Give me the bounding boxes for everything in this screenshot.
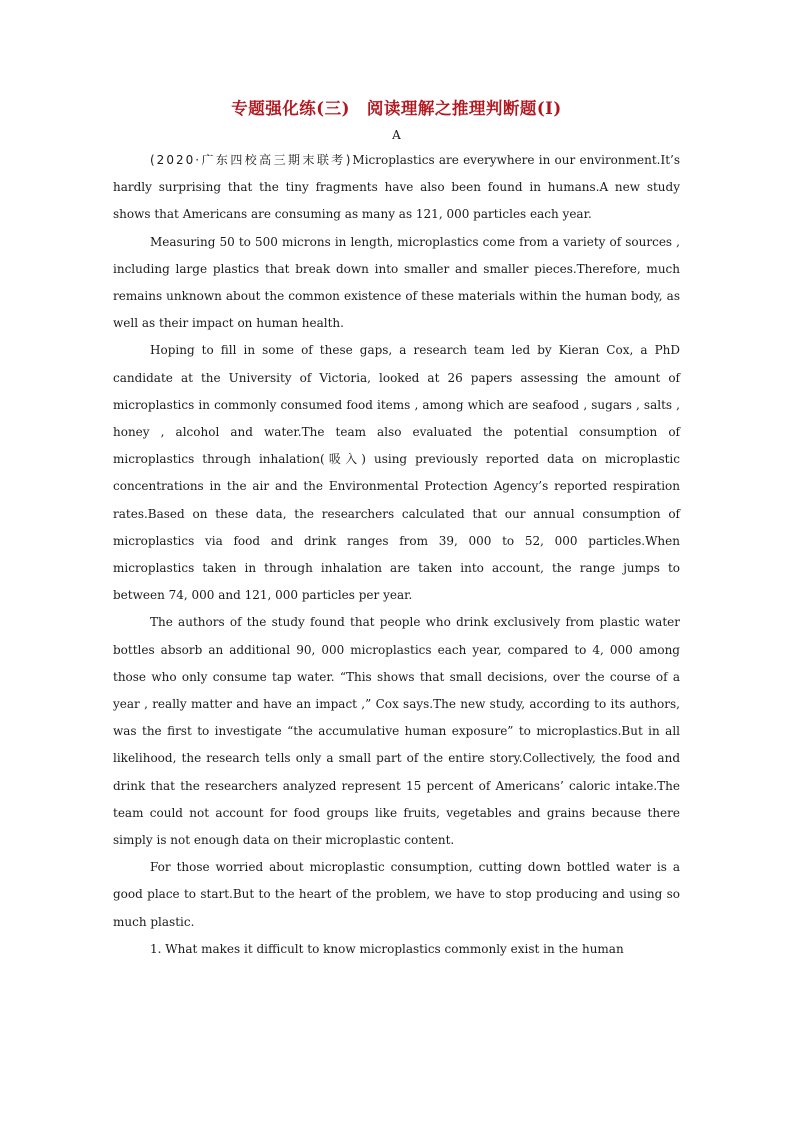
passage-paragraph-1 — [113, 147, 680, 229]
section-label: A — [392, 128, 401, 142]
passage-paragraph-2: Measuring 50 to 500 microns in length, microplastics come from a variety of sources , including large plastics that break down into smaller and smaller pieces.Therefore, much remains unknown about the common existence of these materials within the human body, as well as their impact on human health. — [113, 234, 680, 331]
page-title: 专题强化练(三) 阅读理解之推理判断题(Ⅰ) — [231, 99, 562, 118]
question-1: 1. What makes it difficult to know microplastics commonly exist in the human — [150, 941, 624, 956]
paragraph-text: Microplastics are everywhere in our environment.It’s hardly surprising that the tiny fragments have also been found in humans.A new study shows that Americans are consuming as many as 121, 000 particles each year. — [113, 153, 681, 222]
passage-paragraph-4: The authors of the study found that people who drink exclusively from plastic water bottles absorb an additional 90, 000 microplastics each year, compared to 4, 000 among those who only consume tap water. “This shows that small decisions, over the course of a year , really matter and have an impact ,” Cox says.The new study, according to its authors, was the first to investigate “the accumulative human exposure” to microplastics.But in all likelihood, the research tells only a small part of the entire story.Collectively, the food and drink that the researchers analyzed represent 15 percent of Americans’ caloric intake.The team could not account for food groups like fruits, vegetables and grains because there simply is not enough data on their microplastic content. — [113, 615, 680, 848]
source-citation: (2020·广东四校高三期末联考) — [150, 153, 353, 167]
passage-paragraph-5: For those worried about microplastic consumption, cutting down bottled water is a good place to start.But to the heart of the problem, we have to stop producing and using so much plastic. — [113, 860, 680, 929]
passage-paragraph-3: Hoping to fill in some of these gaps, a research team led by Kieran Cox, a PhD candidate at the University of Victoria, looked at 26 papers assessing the amount of microplastics in commonly consumed food items , among which are seafood , sugars , salts , honey , alcohol and water.The team also evaluated the potential consumption of microplastics through inhalation(吸入) using previously reported data on microplastic concentrations in the air and the Environmental Protection Agency’s reported respiration rates.Based on these data, the researchers calculated that our annual consumption of microplastics via food and drink ranges from 39, 000 to 52, 000 particles.When microplastics taken in through inhalation are taken into account, the range jumps to between 74, 000 and 121, 000 particles per year. — [113, 343, 680, 603]
document-page — [113, 95, 680, 963]
